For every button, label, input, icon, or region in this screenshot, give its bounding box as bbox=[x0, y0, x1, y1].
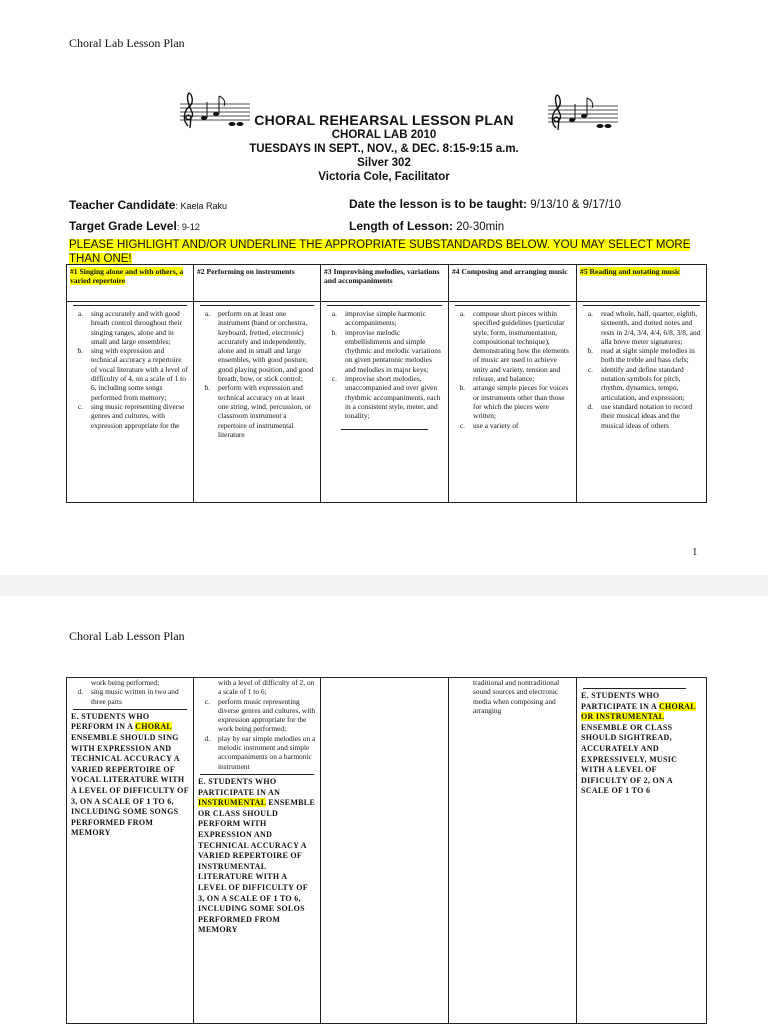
teacher-candidate-field bbox=[69, 198, 227, 212]
list-item: c. use a variety of bbox=[459, 420, 519, 430]
date-field bbox=[349, 197, 621, 211]
standard-column-3 bbox=[321, 302, 449, 503]
substandard-e: E. STUDENTS WHO PARTICIPATE IN AN INSTRUMENTAL ENSEMBLE OR CLASS SHOULD PERFORM WITH EXPRESSION AND TECHNICAL ACCURACY A VARIED REPERTOIRE OF INSTRUMENTAL LITERATURE WITH A LEVEL OF DIFFICULTY OF 3, ON A SCALE OF 1 TO 6, INCLUDING SOME SOLOS PERFORMED FROM MEMORY bbox=[198, 776, 316, 935]
notice-text: PLEASE HIGHLIGHT AND/OR UNDERLINE THE APPROPRIATE SUBSTANDARDS BELOW. YOU MAY SELECT MORE THAN ONE! bbox=[69, 239, 691, 265]
teacher-value: : Kaela Raku bbox=[175, 201, 228, 211]
list-item: d. play by ear simple melodies on a melodic instrument and simple accompaniments on a harmonic instrument bbox=[204, 733, 316, 771]
lesson-plan-title: CHORAL REHEARSAL LESSON PLAN bbox=[254, 112, 514, 128]
schedule: TUESDAYS IN SEPT., NOV., & DEC. 8:15-9:15 a.m. bbox=[249, 143, 519, 155]
column-header: #5 Reading and notating music bbox=[577, 265, 707, 302]
column-header: #2 Performing on instruments bbox=[194, 265, 321, 302]
course-name: CHORAL LAB 2010 bbox=[331, 129, 437, 141]
page-separator bbox=[0, 575, 768, 596]
list-item: b. arrange simple pieces for voices or instruments other than those for which the pieces were written; bbox=[459, 383, 569, 421]
standard-column-5 bbox=[577, 302, 707, 503]
list-item: a. perform on at least one instrument (band or orchestra, keyboard, fretted, electronic) accurately and independently, alone and in small and large ensembles, with good posture, good playing position, and good breath, bow, or stick control; bbox=[204, 309, 314, 384]
teacher-label: Teacher Candidate bbox=[69, 198, 176, 212]
substandard-e: E. STUDENTS WHO PERFORM IN A CHORAL ENSEMBLE SHOULD SING WITH EXPRESSION AND TECHNICAL ACCURACY A VARIED REPERTOIRE OF VOCAL LITERATURE WITH A LEVEL OF DIFFICULTY OF 3, ON A SCALE OF 1 TO 6, INCLUDING SOME SONGS PERFORMED FROM MEMORY bbox=[71, 711, 189, 838]
standards-table bbox=[66, 264, 707, 503]
list-item: a. compose short pieces within specified guidelines (particular style, form, instrumentation, compositional technique), demonstrating how the elements of music are used to achieve unity and variety, tension and release, and balance; bbox=[459, 309, 569, 384]
standard-column-2 bbox=[194, 302, 321, 503]
list-item: b. sing with expression and technical accuracy a repertoire of vocal literature with a level of difficulty of 4, on a scale of 1 to 6, including some songs performed from memory; bbox=[77, 346, 188, 402]
list-item: with a level of difficulty of 2, on a scale of 1 to 6; bbox=[218, 678, 315, 697]
list-item: a. read whole, half, quarter, eighth, sixteenth, and dotted notes and rests in 2/4, 3/4, 4/4, 6/8, 3/8, and alla breve meter signatures; bbox=[587, 309, 701, 346]
list-item: a. sing accurately and with good breath control throughout their singing ranges, alone and in small and large ensembles; bbox=[77, 309, 182, 346]
length-label: Length of Lesson: bbox=[349, 219, 453, 233]
facilitator: Victoria Cole, Facilitator bbox=[318, 171, 450, 183]
standard-column-2 bbox=[194, 678, 321, 1024]
substandard-e: E. STUDENTS WHO PARTICIPATE IN A CHORAL OR INSTRUMENTAL ENSEMBLE OR CLASS SHOULD SIGHTREAD, ACCURATELY AND EXPRESSIVELY, MUSIC WITH A LEVEL OF DIFICULTY OF 2, ON A SCALE OF 1 TO 6 bbox=[581, 691, 696, 796]
instruction-notice bbox=[69, 238, 699, 266]
standard-column-4 bbox=[449, 302, 577, 503]
grade-value: : 9-12 bbox=[176, 222, 200, 232]
list-item: b. read at sight simple melodies in both the treble and bass clefs; bbox=[587, 346, 695, 365]
column-header: #3 Improvising melodies, variations and accompaniments bbox=[321, 265, 449, 302]
standard-column-4 bbox=[449, 678, 577, 1024]
standards-table-continued bbox=[66, 677, 707, 1024]
list-item: b. perform with expression and technical accuracy on at least one string, wind, percussion, or classroom instrument a repertoire of instrumental literature bbox=[204, 383, 311, 439]
column-header: #4 Composing and arranging music bbox=[449, 265, 577, 302]
list-item: d. sing music written in two and three parts bbox=[77, 687, 179, 706]
list-item: c. identify and define standard notation symbols for pitch, rhythm, dynamics, tempo, articulation, and expression; bbox=[587, 364, 685, 402]
length-value: 20-30min bbox=[453, 221, 505, 233]
date-value: 9/13/10 & 9/17/10 bbox=[527, 199, 622, 211]
list-item: traditional and nontraditional sound sources and electronic media when composing and arranging bbox=[473, 678, 560, 715]
list-item: c. perform music representing diverse genres and cultures, with expression appropriate for the work being performed; bbox=[204, 696, 316, 734]
room: Silver 302 bbox=[357, 157, 411, 169]
page-number: 1 bbox=[692, 546, 698, 558]
grade-level-field bbox=[69, 219, 200, 233]
running-header: Choral Lab Lesson Plan bbox=[69, 36, 185, 50]
list-item: a. improvise simple harmonic accompaniments; bbox=[331, 309, 426, 328]
lesson-length-field bbox=[349, 219, 504, 233]
list-item: c. sing music representing diverse genres and cultures, with expression appropriate for the bbox=[77, 401, 185, 430]
standard-column-1 bbox=[67, 302, 194, 503]
list-item: c. improvise short melodies, unaccompanied and over given rhythmic accompaniments, each in a consistent style, meter, and tonality; bbox=[331, 374, 441, 421]
list-item: work being performed; bbox=[91, 678, 160, 687]
list-item: d. use standard notation to record their musical ideas and the musical ideas of others bbox=[587, 401, 693, 430]
running-header: Choral Lab Lesson Plan bbox=[69, 629, 185, 643]
grade-label: Target Grade Level bbox=[69, 219, 177, 233]
list-item: b. improvise melodic embellishments and simple rhythmic and melodic variations on given pentatonic melodies and melodies in major keys; bbox=[331, 327, 441, 374]
title-block bbox=[0, 112, 768, 184]
standard-column-5 bbox=[577, 678, 707, 1024]
column-header: #1 Singing alone and with others, a varied repertoire bbox=[67, 265, 194, 302]
standard-column-1 bbox=[67, 678, 194, 1024]
standard-column-3 bbox=[321, 678, 449, 1024]
date-label: Date the lesson is to be taught: bbox=[349, 197, 528, 211]
